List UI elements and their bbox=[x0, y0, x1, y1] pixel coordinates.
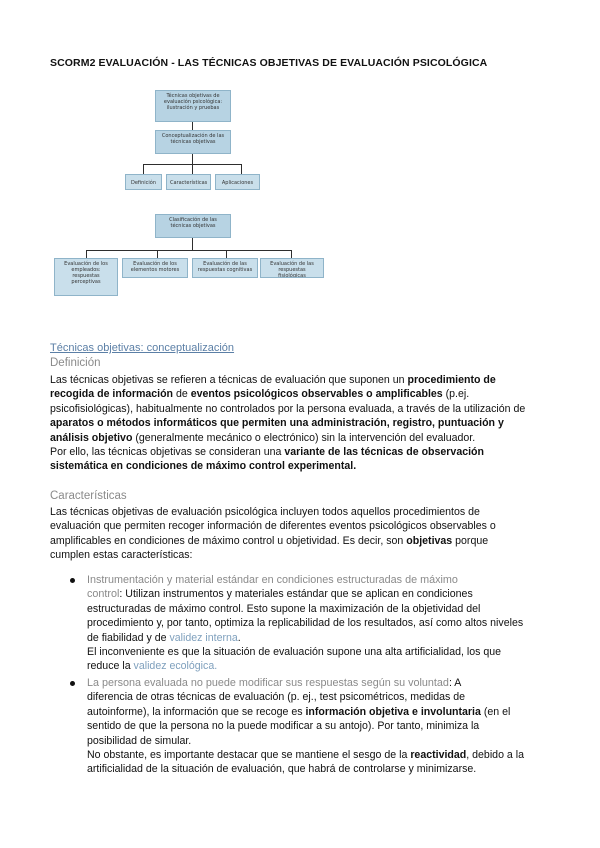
text-run-bold: aparatos o métodos informáticos que permiten una administración, registro, puntuación y bbox=[50, 417, 504, 430]
diagram-connector bbox=[192, 154, 193, 164]
bullet-icon bbox=[70, 578, 75, 583]
text-run: evaluación que permiten recoger información de diferentes eventos psicológicos observables o bbox=[50, 520, 496, 533]
text-run: . bbox=[237, 631, 241, 644]
list-item-content bbox=[87, 676, 557, 777]
caracteristicas-paragraph bbox=[50, 505, 550, 563]
text-run: posibilidad de simular. bbox=[87, 734, 192, 747]
diagram-node-definicion bbox=[125, 174, 162, 190]
diagram-connector bbox=[157, 250, 158, 258]
text-run: reduce la bbox=[87, 660, 134, 673]
list-item-content bbox=[87, 573, 557, 674]
subheading: control bbox=[87, 588, 120, 601]
text-run: Las técnicas objetivas de evaluación psicológica incluyen todos aquellos procedimientos de bbox=[50, 506, 480, 518]
text-run-bold: información objetiva e involuntaria bbox=[305, 705, 481, 718]
text-run: procedimiento y, por tanto, optimiza la replicabilidad de los resultados, así como altos niveles bbox=[87, 617, 524, 630]
text-run: amplificables en condiciones de máximo control u objetividad. Es decir, son bbox=[50, 534, 407, 547]
diagram-node-respuestas-perceptivas bbox=[54, 258, 118, 296]
text-run: (p.ej. bbox=[442, 388, 470, 401]
section-link-conceptualizacion[interactable]: Técnicas objetivas: conceptualización bbox=[50, 342, 235, 354]
text-run-bold: variante de las técnicas de observación bbox=[284, 446, 484, 459]
diagram-connector bbox=[192, 164, 193, 174]
diagram-node-label: Evaluación de las respuestas fisiológicas bbox=[270, 261, 314, 278]
term-link-validez-interna[interactable]: validez interna bbox=[169, 631, 238, 644]
text-run: Por ello, las técnicas objetivas se consideran una bbox=[50, 446, 285, 459]
text-run: diferencia de otras técnicas de evaluación (p. ej., test psicométricos, medidas de bbox=[87, 691, 466, 704]
diagram-node-label: Definición bbox=[131, 180, 156, 186]
term-link-validez-ecologica[interactable]: validez ecológica. bbox=[133, 660, 218, 673]
bullet-icon bbox=[70, 681, 75, 686]
text-run: : Utilizan instrumentos y materiales estándar que se aplican en condiciones bbox=[119, 588, 473, 601]
text-run: cumplen estas características: bbox=[50, 549, 193, 562]
subheading: Instrumentación y material estándar en condiciones estructuradas de máximo bbox=[87, 574, 458, 586]
text-run-bold: eventos psicológicos observables o amplificables bbox=[190, 388, 443, 401]
diagram-node-respuestas-cognitivas bbox=[192, 258, 258, 278]
diagram-node-label: Clasificación de las técnicas objetivas bbox=[169, 217, 217, 229]
text-run: artificialidad de la situación de evaluación, que habrá de controlarse y minimizarse. bbox=[87, 763, 477, 776]
diagram-connector bbox=[291, 250, 292, 258]
text-run: (generalmente mecánico o electrónico) sin la intervención del evaluador. bbox=[132, 431, 476, 444]
text-run: porque bbox=[452, 534, 489, 547]
text-run: El inconveniente es que la situación de evaluación supone una alta artificialidad, los que bbox=[87, 646, 502, 659]
diagram-connector bbox=[86, 250, 292, 251]
text-run-bold: objetivas bbox=[406, 534, 453, 547]
diagram-node-aplicaciones bbox=[215, 174, 260, 190]
diagram-connector bbox=[241, 164, 242, 174]
diagram-node-label: Evaluación de los empleados: respuestas perceptivas bbox=[64, 261, 108, 285]
text-run: estructuradas de máximo control. Esto supone la maximización de la objetividad del bbox=[87, 602, 481, 615]
text-run-bold: sistemática en condiciones de máximo control experimental. bbox=[50, 460, 357, 473]
diagram-node-top-label: Técnicas objetivas de evaluación psicológica: ilustración y pruebas bbox=[163, 93, 223, 111]
text-run: (en el bbox=[480, 705, 511, 718]
text-run-bold: reactividad bbox=[410, 749, 467, 762]
diagram-connector bbox=[86, 250, 87, 258]
diagram-node-label: Evaluación de las respuestas cognitivas bbox=[197, 261, 253, 273]
diagram-connector bbox=[192, 238, 193, 250]
text-run: de bbox=[173, 388, 191, 401]
diagram-connector bbox=[192, 122, 193, 130]
diagram-node-label: Características bbox=[170, 180, 208, 186]
diagram-node-caracteristicas bbox=[166, 174, 211, 190]
text-run-bold: análisis objetivo bbox=[50, 431, 133, 444]
diagram-node-conceptualizacion bbox=[155, 130, 231, 154]
text-run: sentido de que la persona no la puede modificar a su antojo). Por tanto, minimiza la bbox=[87, 720, 480, 733]
text-run-bold: procedimiento de bbox=[407, 374, 496, 386]
diagram-node-label: Aplicaciones bbox=[221, 180, 254, 186]
heading-caracteristicas: Características bbox=[50, 490, 127, 502]
text-run: de fiabilidad y de bbox=[87, 631, 170, 644]
definicion-paragraph bbox=[50, 373, 550, 474]
diagram-node-top bbox=[155, 90, 231, 122]
diagram-node-clasificacion bbox=[155, 214, 231, 238]
diagram-node-label: Conceptualización de las técnicas objetivas bbox=[161, 133, 225, 145]
text-run: : A bbox=[448, 677, 462, 689]
heading-definicion: Definición bbox=[50, 357, 101, 369]
diagram-connector bbox=[143, 164, 144, 174]
diagram-node-respuestas-fisiologicas bbox=[260, 258, 324, 278]
diagram-connector bbox=[226, 250, 227, 258]
diagram-node-elementos-motores bbox=[122, 258, 188, 278]
text-run: psicofisiológicas), habitualmente no controlados por la persona evaluada, a través de la utilización de bbox=[50, 402, 526, 415]
text-run: No obstante, es importante destacar que se mantiene el sesgo de la bbox=[87, 749, 411, 762]
text-run: , debido a la bbox=[466, 749, 524, 762]
page-title: SCORM2 EVALUACIÓN - LAS TÉCNICAS OBJETIVAS DE EVALUACIÓN PSICOLÓGICA bbox=[50, 57, 488, 69]
diagram-node-label: Evaluación de los elementos motores bbox=[130, 261, 180, 273]
text-run: Las técnicas objetivas se refieren a técnicas de evaluación que suponen un bbox=[50, 374, 408, 386]
concept-diagram bbox=[0, 0, 600, 300]
text-run-bold: recogida de información bbox=[50, 388, 174, 401]
text-run: autoinforme), la información que se recoge es bbox=[87, 705, 306, 718]
subheading: La persona evaluada no puede modificar sus respuestas según su voluntad bbox=[87, 677, 449, 689]
